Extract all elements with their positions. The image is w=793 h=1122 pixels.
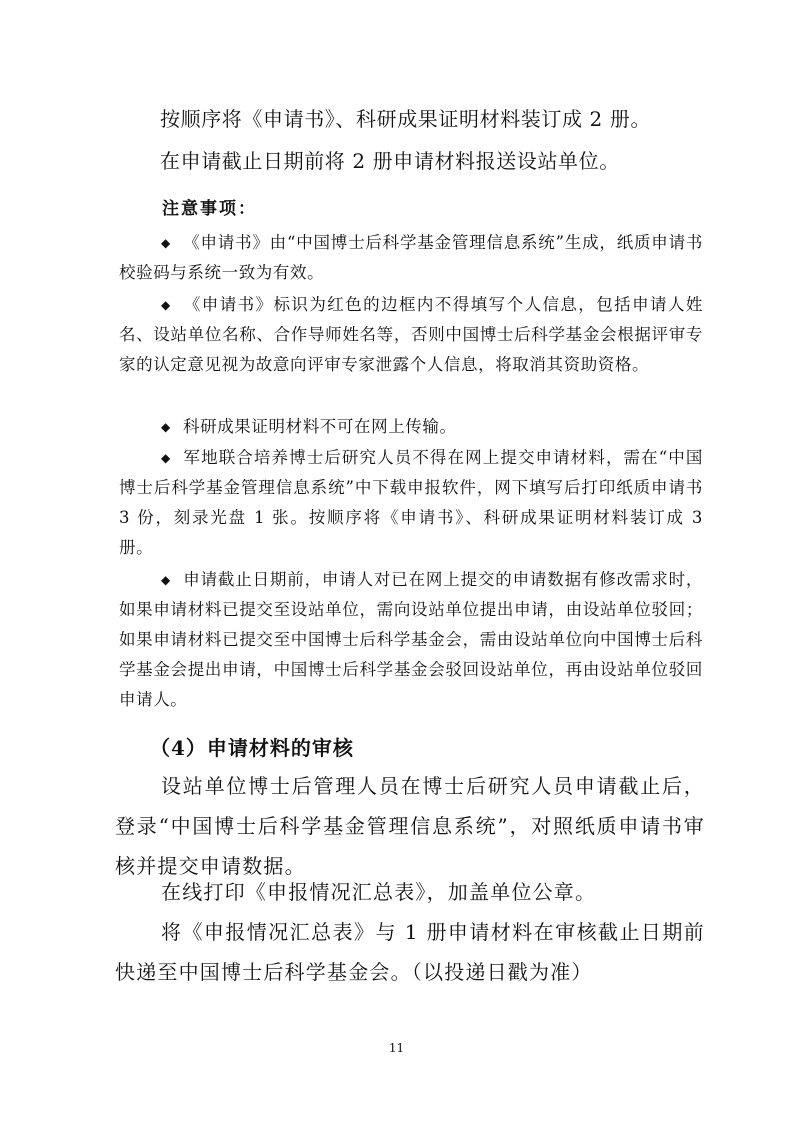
section-paragraph: 在线打印《申报情况汇总表》，加盖单位公章。: [161, 880, 597, 904]
notes-title: 注意事项：: [162, 199, 257, 219]
note-item: [119, 412, 703, 442]
diamond-bullet-icon: ◆: [161, 420, 171, 434]
note-text: 军地联合培养博士后研究人员不得在网上提交申请材料，需在“中国博士后科学基金管理信息系统”中下载申报软件，网下填写后打印纸质申请书 3 份，刻录光盘 1 张。按顺序将《申请书》、科研成果证明材料装订成 3 册。: [119, 448, 703, 557]
note-text: 科研成果证明材料不可在网上传输。: [183, 417, 457, 436]
page-number: 11: [388, 1041, 405, 1055]
intro-line-1: 按顺序将《申请书》、科研成果证明材料装订成 2 册。: [160, 107, 652, 131]
note-item: [119, 290, 703, 380]
intro-line-2: 在申请截止日期前将 2 册申请材料报送设站单位。: [160, 149, 620, 173]
note-text: 《申请书》标识为红色的边框内不得填写个人信息，包括申请人姓名、设站单位名称、合作导师姓名等，否则中国博士后科学基金会根据评审专家的认定意见视为故意向评审专家泄露个人信息，将取消其资助资格。: [119, 295, 703, 374]
note-item: [119, 228, 703, 288]
diamond-bullet-icon: ◆: [161, 236, 171, 250]
note-item: [119, 443, 703, 563]
section-paragraph: 设站单位博士后管理人员在博士后研究人员申请截止后，登录“中国博士后科学基金管理信息系统”，对照纸质申请书审核并提交申请数据。: [115, 774, 705, 878]
note-text: 《申请书》由“中国博士后科学基金管理信息系统”生成，纸质申请书校验码与系统一致为有效。: [119, 233, 703, 282]
diamond-bullet-icon: ◆: [161, 451, 171, 465]
section-paragraph: 将《申报情况汇总表》与 1 册申请材料在审核截止日期前快递至中国博士后科学基金会。（以投递日戳为准）: [115, 920, 705, 984]
section-heading: （4）申请材料的审核: [150, 736, 354, 760]
diamond-bullet-icon: ◆: [161, 573, 171, 587]
note-text: 申请截止日期前，申请人对已在网上提交的申请数据有修改需求时，如果申请材料已提交至设站单位，需向设站单位提出申请，由设站单位驳回；如果申请材料已提交至中国博士后科学基金会，需由设站单位向中国博士后科学基金会提出申请，中国博士后科学基金会驳回设站单位，再由设站单位驳回申请人。: [119, 570, 703, 709]
note-item: [119, 565, 703, 715]
diamond-bullet-icon: ◆: [161, 298, 171, 312]
